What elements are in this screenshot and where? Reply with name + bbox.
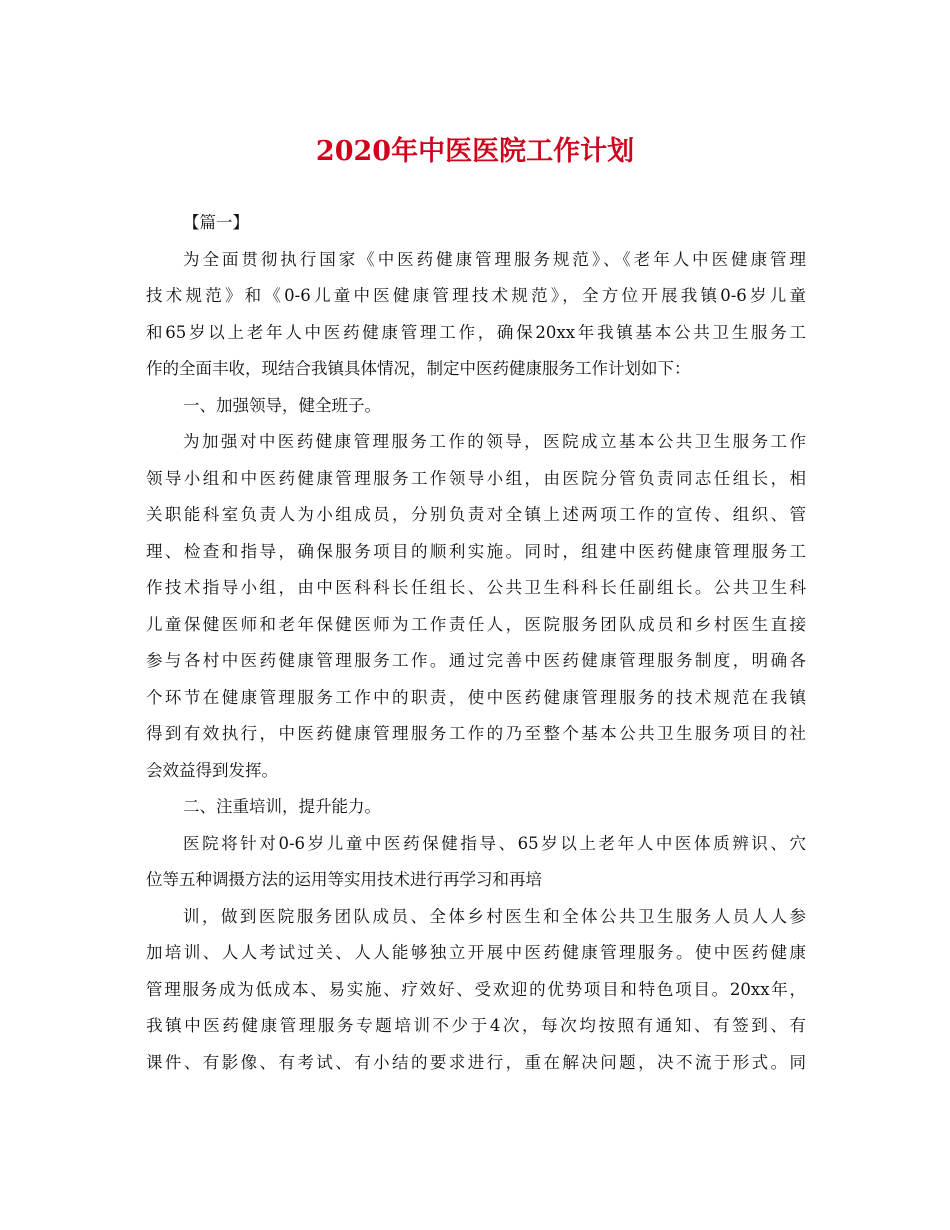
text-line: 领导小组和中医药健康管理服务工作领导小组，由医院分管负责同志任组长，相 [146,468,806,488]
text-line: 为加强对中医药健康管理服务工作的领导，医院成立基本公共卫生服务工作 [183,432,806,451]
text-line: 位等五种调摄方法的运用等实用技术进行再学习和再培 [146,870,542,889]
text-line: 课件、有影像、有考试、有小结的要求进行，重在解决问题，决不流于形式。同 [146,1052,806,1072]
text-line: 一、加强领导，健全班子。 [183,395,381,415]
text-line: 训，做到医院服务团队成员、全体乡村医生和全体公共卫生服务人员人人参 [183,906,806,926]
text-line: 儿童保健医师和老年保健医师为工作责任人，医院服务团队成员和乡村医生直接 [146,614,806,634]
text-line: 加培训、人人考试过关、人人能够独立开展中医药健康管理服务。使中医药健康 [146,943,806,962]
text-line: 我镇中医药健康管理服务专题培训不少于4次，每次均按照有通知、有签到、有 [146,1016,806,1035]
text-line: 为全面贯彻执行国家《中医药健康管理服务规范》、《老年人中医健康管理 [183,249,806,269]
text-line: 【篇一】 [183,213,249,232]
text-line: 理、检查和指导，确保服务项目的顺利实施。同时，组建中医药健康管理服务工 [146,541,806,561]
text-line: 会效益得到发挥。 [146,760,278,780]
text-line: 关职能科室负责人为小组成员，分别负责对全镇上述两项工作的宣传、组织、管 [146,505,806,524]
text-line: 和65岁以上老年人中医药健康管理工作，确保20xx年我镇基本公共卫生服务工 [146,322,806,342]
text-line: 医院将针对0-6岁儿童中医药保健指导、65岁以上老年人中医体质辨识、穴 [183,833,806,853]
text-line: 个环节在健康管理服务工作中的职责，使中医药健康管理服务的技术规范在我镇 [146,687,806,707]
text-line: 二、注重培训，提升能力。 [183,797,381,816]
text-line: 技术规范》和《0-6儿童中医健康管理技术规范》，全方位开展我镇0-6岁儿童 [146,286,806,305]
text-line: 作的全面丰收，现结合我镇具体情况，制定中医药健康服务工作计划如下： [146,359,691,378]
text-line: 管理服务成为低成本、易实施、疗效好、受欢迎的优势项目和特色项目。20xx年， [146,979,806,999]
text-line: 得到有效执行，中医药健康管理服务工作的乃至整个基本公共卫生服务项目的社 [146,724,806,743]
text-line: 作技术指导小组，由中医科科长任组长、公共卫生科科长任副组长。公共卫生科 [146,578,806,597]
document-title: 2020年中医医院工作计划 [315,136,635,167]
document-body [146,205,806,1081]
text-line: 参与各村中医药健康管理服务工作。通过完善中医药健康管理服务制度，明确各 [146,651,806,670]
